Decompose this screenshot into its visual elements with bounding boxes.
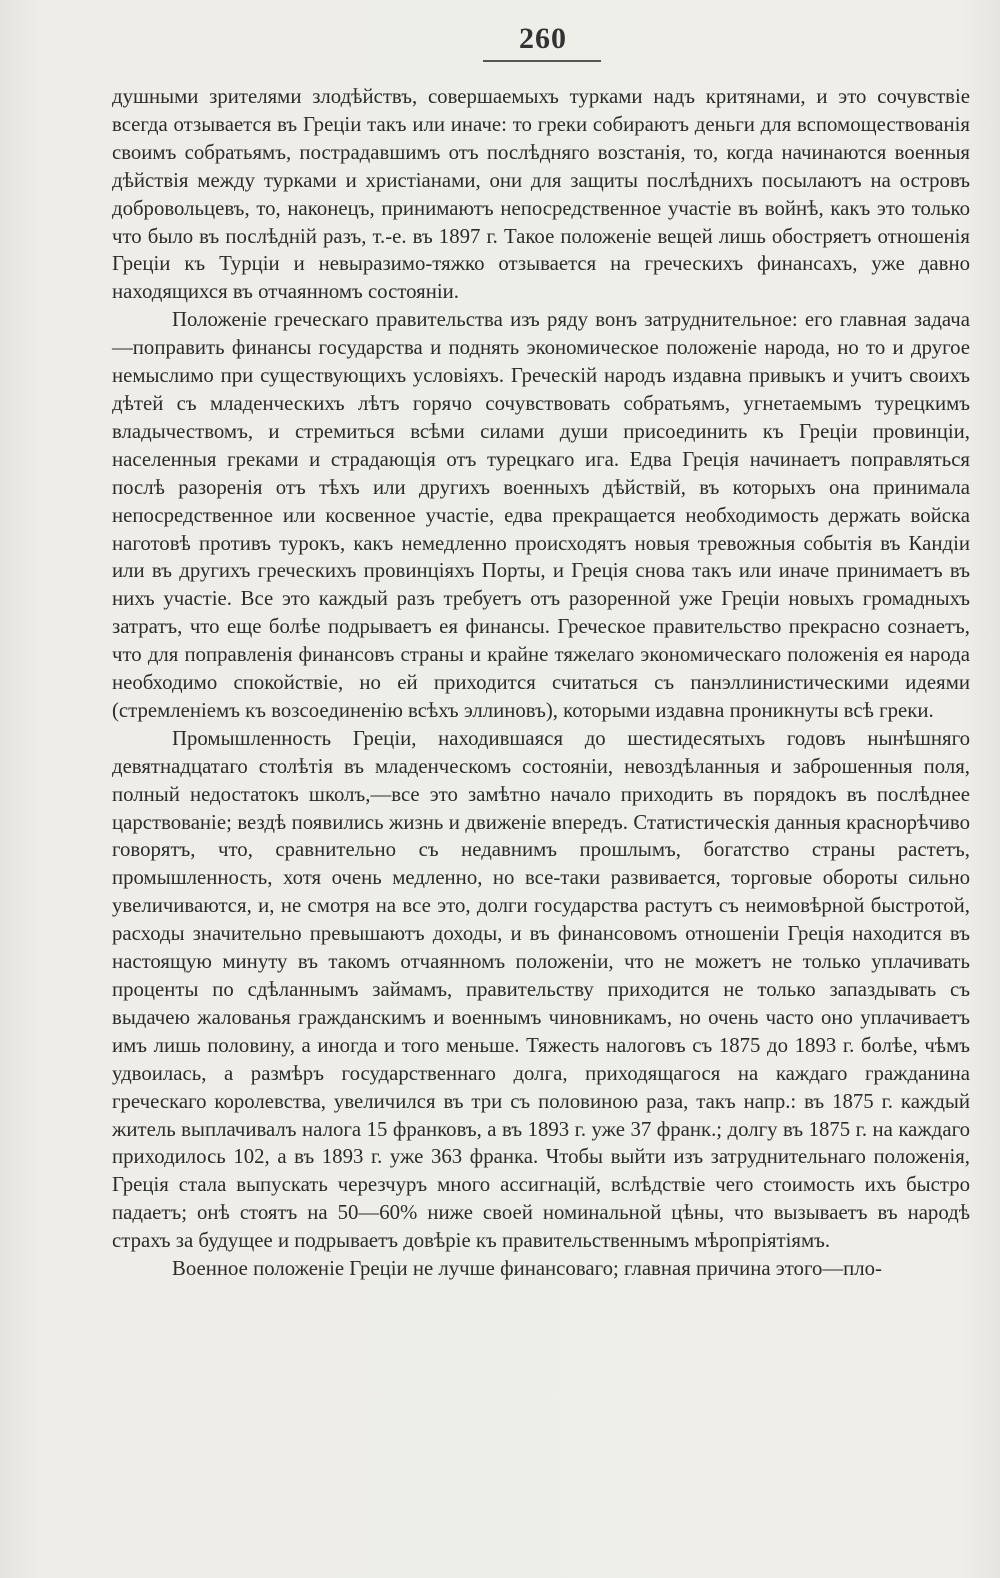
page-number: 260	[519, 22, 567, 55]
paragraph-4: Военное положеніе Греціи не лучше финансоваго; главная причина этого—пло-	[172, 1257, 882, 1281]
body-text	[112, 83, 970, 1283]
paragraph-1: душными зрителями злодѣйствъ, совершаемыхъ турками надъ критянами, и это сочувствіе всегда отзывается въ Греціи такъ или иначе: то греки собираютъ деньги для вспомоществованія своимъ собратьямъ, пострадавшимъ отъ послѣдняго возстанія, то, когда начинаются военныя дѣйствія между турками и христіанами, они для защиты послѣднихъ посылаютъ на островъ добровольцевъ, то, наконецъ, принимаютъ непосредственное участіе въ войнѣ, какъ это только что было въ послѣдній разъ, т.-е. въ 1897 г. Такое положеніе вещей лишь обостряетъ отношенія Греціи къ Турціи и невыразимо-тяжко отзывается на греческихъ финансахъ, уже давно находящихся въ отчаянномъ состояніи.	[112, 85, 970, 304]
paragraph-3: Промышленность Греціи, находившаяся до шестидесятыхъ годовъ нынѣшняго девятнадцатаго столѣтія въ младенческомъ состояніи, невоздѣланныя и заброшенныя поля, полный недостатокъ школъ,—все это замѣтно начало приходить въ порядокъ въ послѣднее царствованіе; вездѣ появились жизнь и движеніе впередъ. Статистическія данныя краснорѣчиво говорятъ, что, сравнительно съ недавнимъ прошлымъ, богатство страны растетъ, промышленность, хотя очень медленно, но все-таки развивается, торговые обороты сильно увеличиваются, и, не смотря на все это, долги государства растутъ съ неимовѣрной быстротой, расходы значительно превышаютъ доходы, и въ финансовомъ отношеніи Греція находится въ настоящую минуту въ такомъ отчаянномъ положеніи, что не можетъ не только уплачивать проценты по сдѣланнымъ займамъ, правительству приходится не только запаздывать съ выдачею жалованья гражданскимъ и военнымъ чиновникамъ, но очень часто оно уплачиваетъ имъ лишь половину, а иногда и того меньше. Тяжесть налоговъ съ 1875 до 1893 г. болѣе, чѣмъ удвоилась, а размѣръ государственнаго долга, приходящагося на каждаго гражданина греческаго королевства, увеличился въ три съ половиною раза, такъ напр.: въ 1875 г. каждый житель выплачивалъ налога 15 франковъ, а въ 1893 г. уже 37 франк.; долгу въ 1875 г. на каждаго приходилось 102, а въ 1893 г. уже 363 франка. Чтобы выйти изъ затруднительнаго положенія, Греція стала выпускать черезчуръ много ассигнацій, вслѣдствіе чего стоимость ихъ быстро падаетъ; онѣ стоятъ на 50—60% ниже своей номинальной цѣны, что вызываетъ въ народѣ страхъ за будущее и подрываетъ довѣріе къ правительственнымъ мѣропріятіямъ.	[112, 726, 970, 1253]
paragraph-2: Положеніе греческаго правительства изъ ряду вонъ затруднительное: его главная задача—поправить финансы государства и поднять экономическое положеніе народа, но то и другое немыслимо при существующихъ условіяхъ. Греческій народъ издавна привыкъ и учитъ своихъ дѣтей съ младенческихъ лѣтъ горячо сочувствовать собратьямъ, угнетаемымъ турецкимъ владычествомъ, и стремиться всѣми силами души присоединить къ Греціи провинціи, населенныя греками и страдающія отъ турецкаго ига. Едва Греція начинаетъ поправляться послѣ разоренія отъ тѣхъ или другихъ военныхъ дѣйствій, въ которыхъ она принимала непосредственное или косвенное участіе, едва прекращается необходимость держать войска наготовѣ противъ турокъ, какъ немедленно происходятъ новыя тревожныя событія въ Кандіи или въ другихъ греческихъ провинціяхъ Порты, и Греція снова такъ или иначе принимаетъ въ нихъ участіе. Все это каждый разъ требуетъ отъ разоренной уже Греціи новыхъ громадныхъ затратъ, что еще болѣе подрываетъ ея финансы. Греческое правительство прекрасно сознаетъ, что для поправленія финансовъ страны и крайне тяжелаго экономическаго положенія ея народа необходимо спокойствіе, но ей приходится считаться съ панэллинистическими идеями (стремленіемъ къ возсоединенію всѣхъ эллиновъ), которыми издавна проникнуты всѣ греки.	[112, 308, 970, 722]
header-rule	[483, 60, 601, 62]
